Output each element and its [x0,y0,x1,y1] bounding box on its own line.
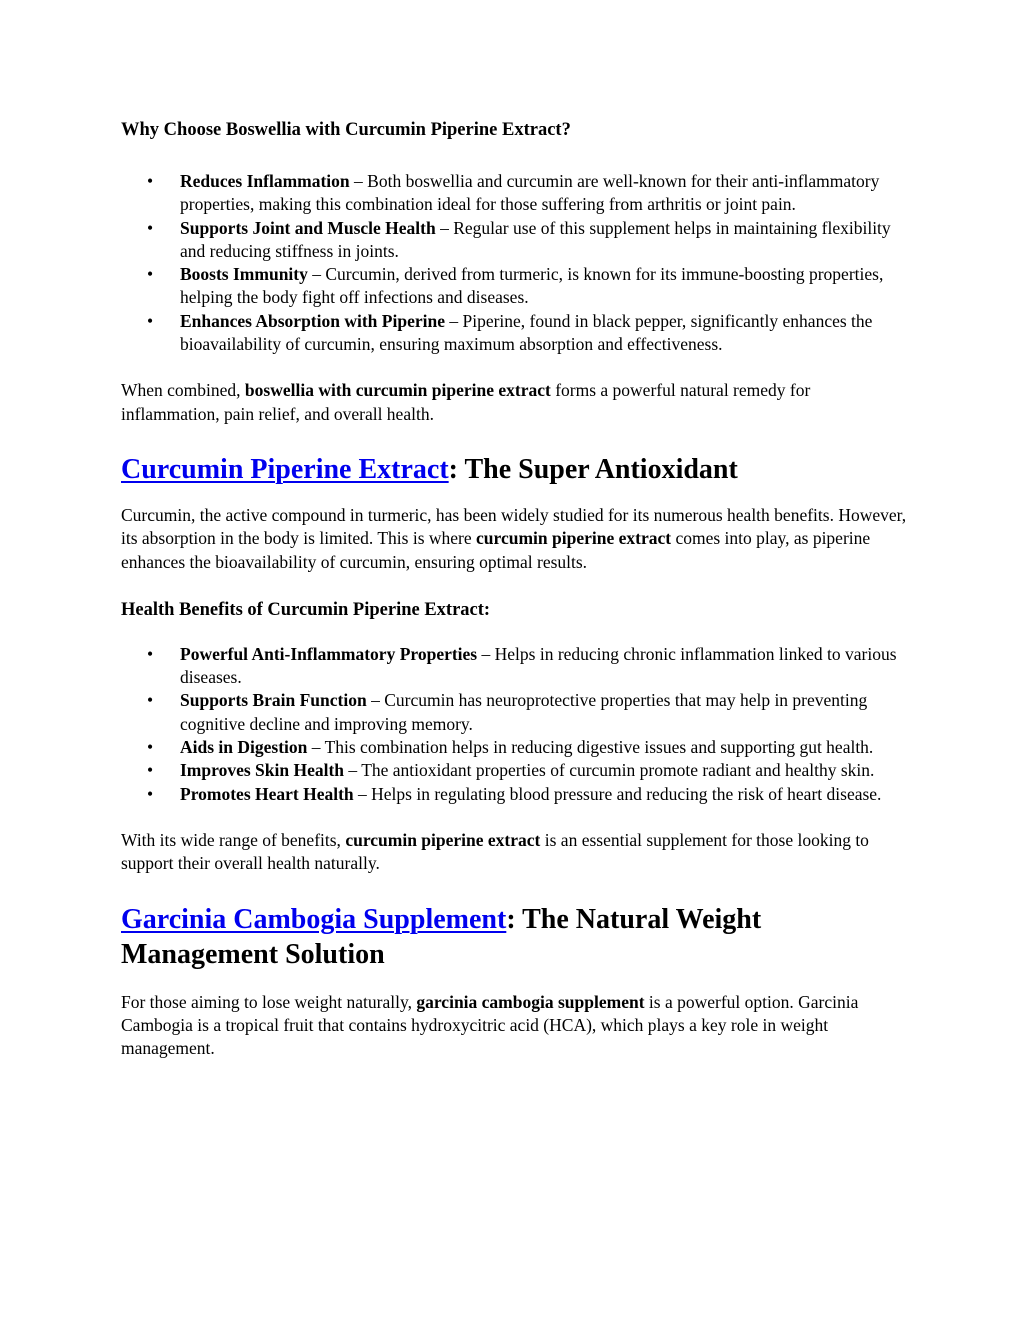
bullet-icon: • [147,217,154,238]
list-item-text: – The antioxidant properties of curcumin promote radiant and healthy skin. [344,760,875,781]
list-item-term: Aids in Digestion [180,737,308,758]
intro-bold: garcinia cambogia supplement [416,991,645,1012]
list-item [147,759,911,782]
why-choose-heading: Why Choose Boswellia with Curcumin Piperine Extract? [121,120,571,140]
health-benefits-list [121,643,911,806]
bullet-icon: • [147,264,154,285]
summary-text: forms a powerful natural remedy for inflammation, pain relief, and overall health. [121,380,811,424]
curcumin-piperine-link[interactable]: Curcumin Piperine Extract [121,453,449,485]
why-choose-list [121,170,911,356]
summary-text: With its wide range of benefits, [121,829,346,850]
intro-text: For those aiming to lose weight naturally, [121,991,417,1012]
list-item-text: – Helps in regulating blood pressure and reducing the risk of heart disease. [353,783,882,804]
bullet-icon: • [147,310,154,331]
summary-text: is an essential supplement for those looking to support their overall health naturally. [121,829,869,874]
summary-bold: boswellia with curcumin piperine extract [244,380,551,401]
list-item [147,170,911,217]
bullet-icon: • [147,737,154,758]
why-choose-summary [121,379,911,426]
list-item-term: Improves Skin Health [180,760,345,781]
bullet-icon: • [147,783,154,804]
list-item-text: – Curcumin, derived from turmeric, is known for its immune-boosting properties, helping the body fight off infections and diseases. [180,264,884,308]
curcumin-section-heading [121,452,911,487]
list-item-text: – Both boswellia and curcumin are well-known for their anti-inflammatory properties, making this combination ideal for those suffering from arthritis or joint pain. [180,171,880,215]
list-item-term: Supports Brain Function [180,690,367,711]
list-item-text: – Regular use of this supplement helps in maintaining flexibility and reducing stiffness in joints. [180,217,891,261]
curcumin-intro [121,504,911,574]
list-item-term: Supports Joint and Muscle Health [180,217,436,238]
list-item-term: Reduces Inflammation [180,171,350,191]
list-item-text: – This combination helps in reducing digestive issues and supporting gut health. [307,737,874,758]
summary-bold: curcumin piperine extract [345,829,541,850]
intro-text: is a powerful option. Garcinia Cambogia is a tropical fruit that contains hydroxycitric acid (HCA), which plays a key role in weight management. [121,991,859,1059]
summary-text: When combined, [121,380,245,401]
intro-text: comes into play, as piperine enhances the bioavailability of curcumin, ensuring optimal results. [121,528,871,572]
list-item [147,689,911,736]
list-item [147,310,911,357]
list-item [147,736,911,759]
list-item-term: Powerful Anti-Inflammatory Properties [180,643,478,664]
heading-rest: : The Natural Weight Management Solution [121,903,762,970]
health-benefits-heading: Health Benefits of Curcumin Piperine Extract: [121,599,491,620]
document-page [121,118,911,1060]
garcinia-section-heading [121,902,911,972]
intro-text: Curcumin, the active compound in turmeric, has been widely studied for its numerous health benefits. However, its absorption in the body is limited. This is where [121,504,907,549]
bullet-icon: • [147,171,154,191]
list-item-term: Promotes Heart Health [180,783,354,804]
list-item-term: Boosts Immunity [180,264,308,285]
heading-rest: : The Super Antioxidant [448,453,738,485]
list-item-term: Enhances Absorption with Piperine [180,310,445,331]
curcumin-summary [121,829,911,876]
list-item [147,643,911,690]
bullet-icon: • [147,643,154,664]
bullet-icon: • [147,690,154,711]
bullet-icon: • [147,760,154,781]
list-item-text: – Curcumin has neuroprotective properties that may help in preventing cognitive decline and improving memory. [180,690,868,734]
intro-bold: curcumin piperine extract [476,528,672,549]
list-item-text: – Helps in reducing chronic inflammation linked to various diseases. [180,643,897,688]
list-item [147,217,911,264]
garcinia-cambogia-link[interactable]: Garcinia Cambogia Supplement [121,903,507,935]
list-item-text: – Piperine, found in black pepper, significantly enhances the bioavailability of curcumin, ensuring maximum absorption and effectiveness. [180,310,873,355]
list-item [147,783,911,806]
list-item [147,263,911,310]
garcinia-intro [121,991,911,1061]
